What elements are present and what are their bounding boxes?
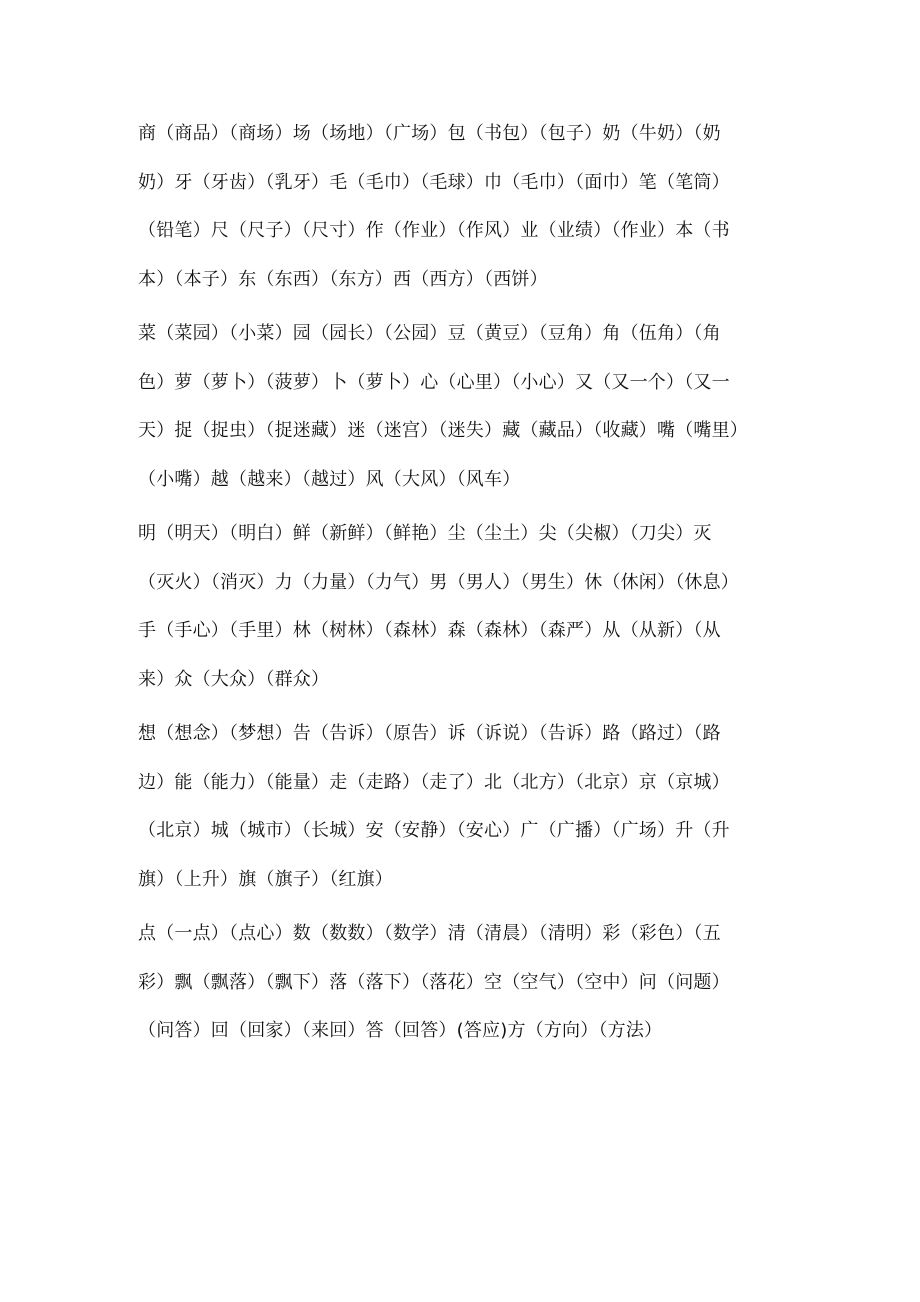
text-line: （灭火）（消灭）力（力量）（力气）男（男人）（男生）休（休闲）（休息） (138, 571, 739, 593)
text-line: 商（商品）（商场）场（场地）（广场）包（书包）（包子）奶（牛奶）（奶 (138, 123, 721, 144)
text-line: 色）萝（萝卜）（菠萝）卜（萝卜）心（心里）（小心）又（又一个）（又一 (138, 371, 730, 393)
paragraph-5 (138, 910, 790, 1056)
text-line: 明（明天）（明白）鲜（新鲜）（鲜艳）尘（尘土）尖（尖椒）（刀尖）灭 (138, 523, 712, 544)
text-line: 边）能（能力）（能量）走（走路）（走了）北（北方）（北京）京（京城） (138, 771, 730, 793)
paragraph-3 (138, 510, 790, 704)
text-line: 彩）飘（飘落）（飘下）落（落下）（落花）空（空气）（空中）问（问题） (138, 971, 730, 993)
text-line: 天）捉（捉虫）（捉迷藏）迷（迷宫）（迷失）藏（藏品）（收藏）嘴（嘴里） (138, 420, 748, 441)
vocabulary-text-body (138, 110, 790, 1062)
text-line: 点（一点）（点心）数（数数）（数学）清（清晨）（清明）彩（彩色）（五 (138, 923, 721, 944)
text-line: 本）（本子）东（东西）（东方）西（西方）（西饼） (138, 268, 548, 290)
text-line: 奶）牙（牙齿）（乳牙）毛（毛巾）（毛球）巾（毛巾）（面巾）笔（笔筒） (138, 171, 730, 193)
paragraph-2 (138, 310, 790, 504)
text-line: 旗）（上升）旗（旗子）（红旗） (138, 868, 393, 890)
text-line: 想（想念）（梦想）告（告诉）（原告）诉（诉说）（告诉）路（路过）（路 (138, 723, 721, 744)
text-line: 来）众（大众）（群众） (138, 668, 330, 690)
text-line: 手（手心）（手里）林（树林）（森林）森（森林）（森严）从（从新）（从 (138, 620, 721, 641)
text-line: （铅笔）尺（尺子）（尺寸）作（作业）（作风）业（业绩）（作业）本（书 (138, 220, 730, 241)
paragraph-1 (138, 110, 790, 304)
text-line: （北京）城（城市）（长城）安（安静）（安心）广（广播）（广场）升（升 (138, 820, 730, 841)
text-line: （问答）回（回家）（来回）答（回答）(答应)方（方向）（方法） (138, 1020, 663, 1041)
text-line: （小嘴）越（越来）（越过）风（大风）（风车） (138, 468, 521, 490)
paragraph-4 (138, 710, 790, 904)
text-line: 菜（菜园）（小菜）园（园长）（公园）豆（黄豆）（豆角）角（伍角）（角 (138, 323, 721, 344)
